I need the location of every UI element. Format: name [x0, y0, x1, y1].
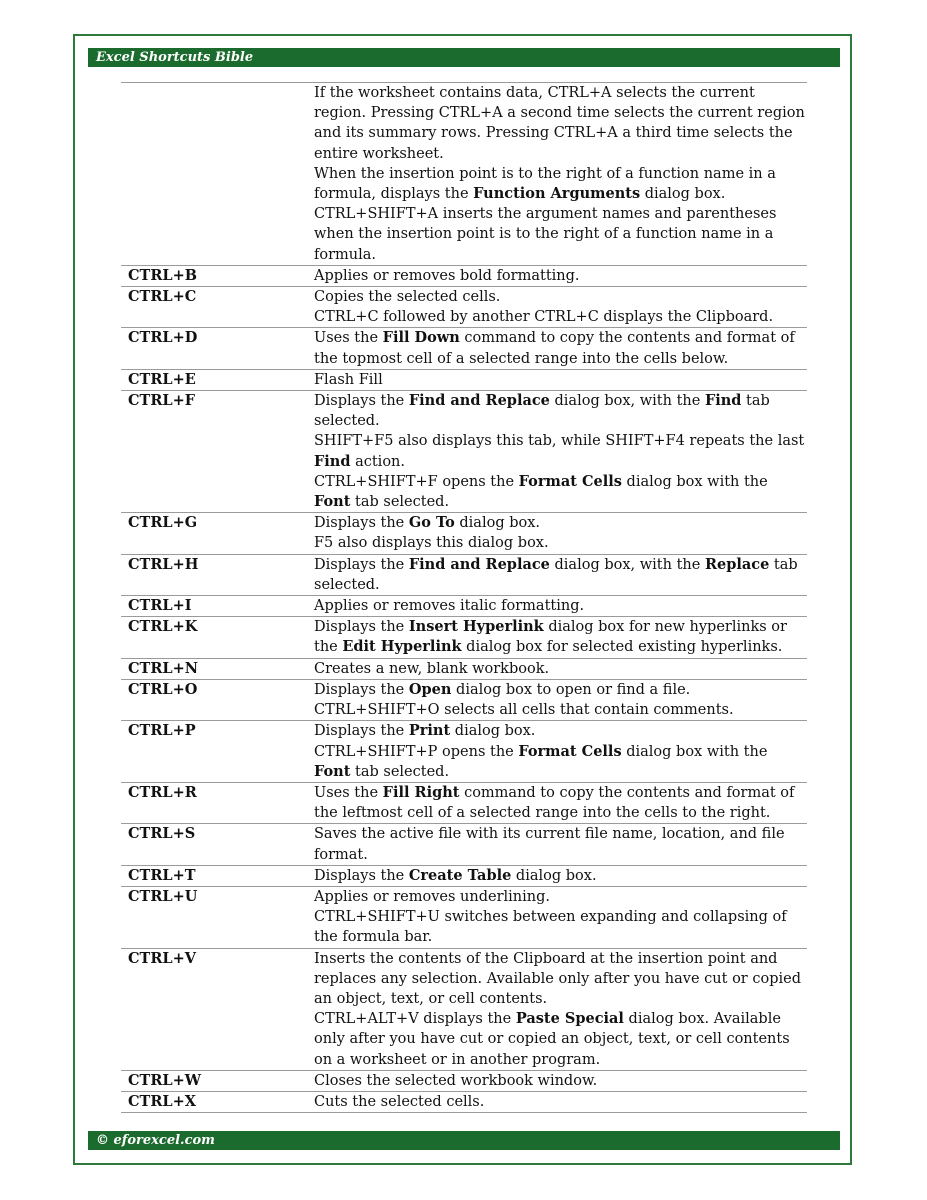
- shortcut-description: [314, 1091, 807, 1112]
- shortcut-description: [314, 948, 807, 1070]
- text-segment: Uses the: [314, 330, 383, 347]
- text-segment: tab selected.: [314, 393, 770, 430]
- description-line: [314, 266, 807, 286]
- shortcut-key: CTRL+G: [128, 514, 198, 532]
- shortcut-description: [314, 513, 807, 554]
- table-row: [121, 1091, 807, 1112]
- table-row: [121, 865, 807, 886]
- shortcut-description: [314, 782, 807, 823]
- table-row: [121, 886, 807, 948]
- description-line: [314, 866, 807, 886]
- text-segment: Copies the selected cells.: [314, 289, 501, 306]
- description-line: [314, 328, 807, 368]
- table-row: [121, 265, 807, 286]
- shortcut-description: [314, 328, 807, 369]
- shortcut-description: [314, 824, 807, 865]
- shortcut-key: CTRL+H: [128, 555, 199, 573]
- shortcut-description: [314, 369, 807, 390]
- shortcut-table: [121, 82, 807, 1113]
- bold-term: Replace: [704, 555, 770, 573]
- description-line: [314, 617, 807, 657]
- bold-term: Find and Replace: [408, 555, 550, 573]
- text-segment: dialog box for selected existing hyperlinks.: [461, 639, 783, 656]
- text-segment: Uses the: [314, 784, 383, 801]
- text-segment: When the insertion point is to the right of a function name in a formula, displays the: [314, 165, 776, 203]
- shortcut-key: CTRL+P: [128, 722, 196, 740]
- description-line: [314, 1009, 807, 1070]
- bold-term: Go To: [408, 514, 455, 532]
- description-line: [314, 680, 807, 700]
- text-segment: Creates a new, blank workbook.: [314, 660, 550, 677]
- shortcut-description: [314, 596, 807, 617]
- shortcut-key: CTRL+F: [128, 392, 196, 410]
- text-segment: CTRL+SHIFT+P opens the: [314, 743, 519, 760]
- description-line: [314, 307, 807, 327]
- shortcut-description: [314, 554, 807, 595]
- bold-term: Font: [314, 493, 351, 511]
- shortcut-key: CTRL+E: [128, 370, 196, 388]
- shortcut-description: [314, 886, 807, 948]
- shortcut-description: [314, 287, 807, 328]
- shortcut-key: CTRL+K: [128, 618, 198, 636]
- table-row: [121, 658, 807, 679]
- text-segment: CTRL+ALT+V displays the: [314, 1011, 516, 1028]
- text-segment: Applies or removes underlining.: [314, 888, 550, 905]
- description-line: [314, 164, 807, 204]
- table-row: [121, 721, 807, 783]
- description-line: [314, 1071, 807, 1091]
- text-segment: CTRL+SHIFT+U switches between expanding and collapsing of the formula bar.: [314, 909, 787, 946]
- bold-term: Function Arguments: [473, 185, 641, 203]
- shortcut-description: [314, 679, 807, 720]
- description-line: [314, 1092, 807, 1112]
- table-row: [121, 391, 807, 513]
- bold-term: Format Cells: [518, 742, 622, 760]
- text-segment: dialog box.: [511, 867, 597, 884]
- text-segment: Displays the: [314, 619, 409, 636]
- text-segment: If the worksheet contains data, CTRL+A selects the current region. Pressing CTRL+A a second time selects the current region and its summary rows. Pressing CTRL+A a third time selects the entire worksheet.: [314, 85, 805, 162]
- text-segment: Applies or removes bold formatting.: [314, 267, 580, 284]
- text-segment: dialog box to open or find a file.: [451, 681, 691, 698]
- text-segment: Cuts the selected cells.: [314, 1093, 485, 1110]
- shortcut-description: [314, 721, 807, 783]
- shortcut-description: [314, 265, 807, 286]
- bold-term: Open: [408, 680, 452, 698]
- description-line: [314, 659, 807, 679]
- text-segment: Closes the selected workbook window.: [314, 1072, 598, 1089]
- shortcut-key: CTRL+V: [128, 949, 196, 967]
- text-segment: CTRL+SHIFT+F opens the: [314, 473, 519, 490]
- bold-term: Fill Down: [382, 329, 460, 347]
- text-segment: Displays the: [314, 681, 409, 698]
- description-line: [314, 83, 807, 164]
- text-segment: dialog box.: [640, 186, 726, 203]
- table-row: [121, 513, 807, 554]
- shortcut-key: CTRL+X: [128, 1092, 196, 1110]
- description-line: [314, 824, 807, 864]
- shortcut-key: CTRL+B: [128, 266, 197, 284]
- description-line: [314, 391, 807, 431]
- table-row: [121, 328, 807, 369]
- bold-term: Fill Right: [382, 783, 460, 801]
- bold-term: Edit Hyperlink: [342, 638, 462, 656]
- footer-band: [88, 1131, 840, 1150]
- description-line: [314, 370, 807, 390]
- text-segment: Displays the: [314, 867, 409, 884]
- shortcut-key: CTRL+W: [128, 1071, 202, 1089]
- shortcut-key: CTRL+N: [128, 659, 198, 677]
- description-line: [314, 513, 807, 533]
- description-line: [314, 721, 807, 741]
- bold-term: Find and Replace: [408, 392, 550, 410]
- description-line: [314, 907, 807, 947]
- shortcut-description: [314, 658, 807, 679]
- text-segment: dialog box with the: [621, 473, 768, 490]
- table-row: [121, 679, 807, 720]
- table-row: [121, 948, 807, 1070]
- text-segment: dialog box. Available only after you have cut or copied an object, text, or cell contents on a worksheet or in another program.: [314, 1011, 790, 1068]
- table-row: [121, 1070, 807, 1091]
- shortcut-key: [121, 83, 314, 266]
- text-segment: Displays the: [314, 515, 409, 532]
- shortcut-key: CTRL+R: [128, 783, 197, 801]
- table-row: [121, 782, 807, 823]
- text-segment: dialog box.: [450, 723, 536, 740]
- bold-term: Create Table: [408, 866, 512, 884]
- description-line: [314, 472, 807, 512]
- text-segment: command to copy the contents and format of the topmost cell of a selected range into the cells below.: [314, 330, 795, 367]
- text-segment: dialog box with the: [621, 743, 768, 760]
- description-line: [314, 742, 807, 782]
- text-segment: SHIFT+F5 also displays this tab, while SHIFT+F4 repeats the last: [314, 433, 805, 450]
- text-segment: F5 also displays this dialog box.: [314, 535, 549, 552]
- text-segment: dialog box for new hyperlinks or the: [314, 619, 787, 656]
- bold-term: Find: [704, 392, 742, 410]
- bold-term: Paste Special: [515, 1010, 624, 1028]
- description-line: [314, 887, 807, 907]
- description-line: [314, 287, 807, 307]
- text-segment: dialog box.: [454, 515, 541, 532]
- text-segment: Inserts the contents of the Clipboard at the insertion point and replaces any selection. Available only after you have cut or copied an object, text, or cell contents.: [314, 950, 801, 1007]
- text-segment: CTRL+SHIFT+O selects all cells that contain comments.: [314, 702, 734, 719]
- text-segment: tab selected.: [350, 763, 450, 780]
- bold-term: Format Cells: [518, 472, 622, 490]
- text-segment: CTRL+C followed by another CTRL+C displays the Clipboard.: [314, 309, 774, 326]
- bold-term: Insert Hyperlink: [408, 618, 544, 636]
- shortcut-description: [314, 617, 807, 658]
- shortcut-description: [314, 83, 807, 266]
- text-segment: command to copy the contents and format of the leftmost cell of a selected range into the cells to the right.: [314, 784, 795, 822]
- bold-term: Print: [408, 722, 451, 740]
- shortcut-key: CTRL+O: [128, 680, 198, 698]
- shortcut-key: CTRL+D: [128, 329, 198, 347]
- shortcut-key: CTRL+S: [128, 825, 196, 843]
- text-segment: tab selected.: [350, 494, 450, 511]
- header-title: Excel Shortcuts Bible: [96, 50, 254, 65]
- text-segment: Displays the: [314, 556, 409, 573]
- shortcut-table-body: [121, 83, 807, 1113]
- footer-copyright: © eforexcel.com: [96, 1133, 215, 1148]
- table-row: [121, 596, 807, 617]
- header-band: [88, 48, 840, 67]
- table-row: [121, 617, 807, 658]
- text-segment: action.: [350, 453, 406, 470]
- text-segment: tab selected.: [314, 556, 798, 593]
- text-segment: CTRL+SHIFT+A inserts the argument names and parentheses when the insertion point is to the right of a function name in a formula.: [314, 206, 777, 263]
- description-line: [314, 783, 807, 823]
- shortcut-description: [314, 865, 807, 886]
- bold-term: Find: [314, 452, 351, 470]
- text-segment: dialog box, with the: [549, 556, 705, 573]
- table-row: [121, 369, 807, 390]
- table-row: [121, 287, 807, 328]
- text-segment: Displays the: [314, 393, 409, 410]
- table-row: [121, 824, 807, 865]
- text-segment: Saves the active file with its current file name, location, and file format.: [314, 826, 785, 863]
- table-row: [121, 554, 807, 595]
- description-line: [314, 533, 807, 553]
- shortcut-description: [314, 391, 807, 513]
- description-line: [314, 204, 807, 265]
- text-segment: Flash Fill: [314, 371, 383, 388]
- table-row: [121, 83, 807, 266]
- shortcut-description: [314, 1070, 807, 1091]
- shortcut-key: CTRL+U: [128, 887, 198, 905]
- description-line: [314, 700, 807, 720]
- text-segment: Displays the: [314, 723, 409, 740]
- shortcut-key: CTRL+C: [128, 288, 197, 306]
- bold-term: Font: [314, 762, 351, 780]
- text-segment: Applies or removes italic formatting.: [314, 598, 585, 615]
- description-line: [314, 949, 807, 1010]
- text-segment: dialog box, with the: [549, 393, 705, 410]
- description-line: [314, 596, 807, 616]
- shortcut-key: CTRL+I: [128, 597, 192, 615]
- shortcut-key: CTRL+T: [128, 866, 196, 884]
- description-line: [314, 431, 807, 471]
- description-line: [314, 555, 807, 595]
